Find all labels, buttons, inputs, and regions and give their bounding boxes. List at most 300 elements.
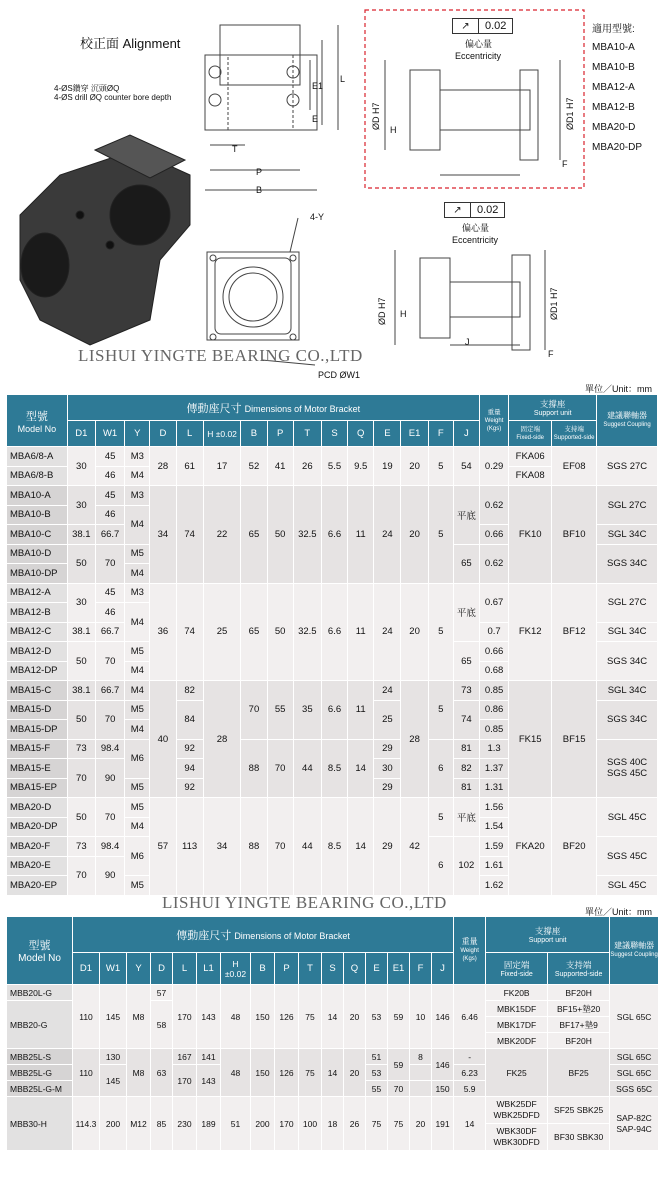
supported-side-cell: BF30 SBK30 [548,1124,610,1151]
cell: 50 [67,544,95,583]
cell: M8 [127,985,151,1049]
cell: M4 [125,661,150,681]
highlight-frame [365,10,584,188]
front-view-square [207,218,315,365]
cell: M4 [125,603,150,642]
model-cell: MBA20-F [7,837,68,857]
model-cell: MBA20-DP [7,817,68,837]
cell: 88 [241,798,267,896]
cell: SGS 34C [597,642,658,681]
cell: 1.59 [479,837,508,857]
cell: 59 [388,1049,410,1081]
model-cell: MBA6/8-B [7,466,68,486]
eccentricity-en-2: Eccentricity [452,235,499,245]
cell: 150 [432,1081,454,1097]
table-row [7,486,658,506]
cell: 73 [453,681,479,701]
model-cell: MBB20L-G [7,985,73,1001]
cell: M4 [125,564,150,584]
cell: 24 [374,681,401,701]
header-model: 型號 Model No [7,917,73,985]
cell: 74 [453,700,479,739]
model-cell: MBA10-C [7,525,68,545]
cell: 0.85 [479,681,508,701]
col-q: Q [344,953,366,985]
cell: 82 [453,759,479,779]
pcd-label: PCD ØW1 [318,370,361,380]
cell: BF15 [552,681,597,798]
cell: 34 [150,486,176,584]
cell: 0.66 [479,525,508,545]
cell: 189 [197,1097,221,1151]
table-row [7,798,658,818]
dim-j-2: J [465,337,470,347]
cell: 65 [453,544,479,583]
coupling-cell: SAP-82C SAP-94C [610,1097,659,1151]
cell: SGL 45C [597,876,658,896]
cell: M4 [125,681,150,701]
col-b: B [241,421,267,447]
cell: 1.31 [479,778,508,798]
cell: 75 [299,1049,322,1097]
cell: 45 [95,486,124,506]
cell: M4 [125,505,150,544]
table-row [7,447,658,467]
cell: 66.7 [95,622,124,642]
cell: 29 [374,778,401,798]
col-l1: L1 [197,953,221,985]
cell: 0.66 [479,642,508,662]
cell: M4 [125,466,150,486]
col-y: Y [125,421,150,447]
model-cell: MBA15-DP [7,720,68,740]
cell: 平底 [453,486,479,545]
cell: 11 [348,486,374,584]
cell: M6 [125,837,150,876]
cell: 6.23 [454,1065,486,1081]
hole-label: 4-Y [310,212,325,222]
col-supported-side: 支持端 Supported-side [548,953,610,985]
col-e: E [374,421,401,447]
cell: 38.1 [67,622,95,642]
cell: 113 [176,798,203,896]
dim-f-2: F [548,349,554,359]
motor-bracket-table-mba [6,394,658,896]
cell: 94 [176,759,203,779]
dim-d1-h7-2: ØD1 H7 [549,287,559,320]
cell: 38.1 [67,681,95,701]
dim-d-h7-1: ØD H7 [371,102,381,130]
cell: M3 [125,583,150,603]
dim-h-1: H [390,125,397,135]
cell: M4 [125,720,150,740]
cell: 14 [454,1097,486,1151]
model-cell: MBA12-A [7,583,68,603]
cell: 0.85 [479,720,508,740]
cell: M5 [125,700,150,720]
cell: 73 [67,837,95,857]
cell: 24 [374,583,401,681]
cell: SGS 45C [597,837,658,876]
cell: 82 [176,681,203,701]
cell: 230 [173,1097,197,1151]
supported-side-cell: BF17+墊9 [548,1017,610,1033]
eccentricity-zh-2: 偏心量 [462,223,490,233]
cell: 22 [203,486,241,584]
fixed-side-cell: FK20B [486,985,548,1001]
fixed-side-cell: WBK30DF WBK30DFD [486,1124,548,1151]
cell: 70 [388,1081,410,1097]
table-row [7,583,658,603]
cell: 170 [173,1065,197,1097]
col-d: D [150,421,176,447]
cell: 14 [348,798,374,896]
cell: 98.4 [95,837,124,857]
coupling-cell: SGL 65C [610,1065,659,1081]
cell: 8.5 [321,739,347,798]
supported-side-cell: BF15+墊20 [548,1001,610,1017]
fixed-side-cell: FK25 [486,1049,548,1097]
cell: 14 [322,1049,344,1097]
cell: 1.3 [479,739,508,759]
cell: 28 [401,681,428,798]
cell: 20 [401,447,428,486]
model-cell: MBA12-DP [7,661,68,681]
cell: 191 [432,1097,454,1151]
column-header-row [7,421,658,447]
model-cell: MBA15-E [7,759,68,779]
cell: SGL 34C [597,525,658,545]
model-cell: MBA12-C [7,622,68,642]
cell: 150 [251,1049,275,1097]
drill-note-zh: 4-ØS鑽穿 沉頭ØQ [54,84,120,93]
cell: 平底 [453,583,479,642]
eccentricity-zh-1: 偏心量 [465,39,493,49]
cell: 146 [432,985,454,1049]
supported-side-cell: BF20H [548,985,610,1001]
dim-t: T [232,144,238,154]
cell: EF08 [552,447,597,486]
cell: M5 [125,544,150,564]
technical-drawings [0,0,664,380]
cell: 110 [73,985,100,1049]
cell: SGS 40C SGS 45C [597,739,658,798]
dim-d-h7-2: ØD H7 [377,297,387,325]
cell: 90 [95,759,124,798]
cell: 74 [176,486,203,584]
cell [410,1081,432,1097]
cell: 167 [173,1049,197,1065]
dim-e1: E1 [312,81,324,91]
model-cell: MBA20-D [7,798,68,818]
cell: 29 [374,739,401,759]
cell: 66.7 [95,681,124,701]
cell: 50 [67,642,95,681]
cell: 88 [241,739,267,798]
col-d: D [151,953,173,985]
model-cell: MBA12-D [7,642,68,662]
table1-body [7,447,658,896]
cell: 40 [150,681,176,798]
cell: 61 [176,447,203,486]
cell: BF12 [552,583,597,681]
header-dimensions: 傳動座尺寸 Dimensions of Motor Bracket [67,395,479,421]
col-p: P [275,953,299,985]
coupling-cell: SGL 65C [610,1049,659,1065]
cell: 70 [95,544,124,583]
cell: 100 [299,1097,322,1151]
cell: 110 [73,1049,100,1097]
col-s: S [322,953,344,985]
col-y: Y [127,953,151,985]
cell: 50 [67,700,95,739]
applicable-model: MBA10-B [592,62,635,73]
model-cell: MBB20-G [7,1001,73,1049]
model-cell: MBA10-A [7,486,68,506]
cell: 35 [293,681,321,740]
cell: 46 [95,603,124,623]
cell: 57 [150,798,176,896]
eccentricity-box-2: ↗ 0.02 [444,202,505,218]
coupling-cell: SGS 65C [610,1081,659,1097]
col-d1: D1 [73,953,100,985]
cell: FK15 [509,681,552,798]
company-watermark: LISHUI YINGTE BEARING CO.,LTD [78,346,363,365]
cell: 52 [241,447,267,486]
header-coupling: 建議聯軸器 Suggest Coupling [610,917,659,985]
unit-label-2: 單位／Unit：mm [585,907,652,917]
cell: 26 [293,447,321,486]
cell: 48 [221,1049,251,1097]
alignment-label: 校正面 Alignment [80,36,181,51]
col-d1: D1 [67,421,95,447]
cell: 45 [95,447,124,467]
cell: 53 [366,985,388,1049]
dim-h-2: H [400,309,407,319]
cell: 102 [453,837,479,896]
cell: 75 [388,1097,410,1151]
cell: FKA06 [509,447,552,467]
cell: 0.62 [479,486,508,525]
cell: 146 [432,1049,454,1081]
cell: 5 [428,798,453,837]
cell: 14 [322,985,344,1049]
cell: 50 [267,486,293,584]
cell: M5 [125,778,150,798]
cell: 0.68 [479,661,508,681]
cell: M5 [125,642,150,662]
cell: 126 [275,985,299,1049]
applicable-model: MBA12-B [592,102,635,113]
cell: 65 [453,642,479,681]
cell: SGS 34C [597,700,658,739]
runout-icon: ↗ [453,19,479,33]
col-e1: E1 [401,421,428,447]
cell: 11 [348,681,374,740]
cell: 70 [95,798,124,837]
cell: 44 [293,739,321,798]
cell: FK10 [509,486,552,584]
cell: M12 [127,1097,151,1151]
cell: 84 [176,700,203,739]
cell: 41 [267,447,293,486]
cell: 30 [374,759,401,779]
cell: 5.9 [454,1081,486,1097]
cell: SGL 27C [597,583,658,622]
supported-side-cell: SF25 SBK25 [548,1097,610,1124]
col-fixed-side: 固定端 Fixed-side [509,421,552,447]
cell: BF10 [552,486,597,584]
cell: 114.3 [73,1097,100,1151]
table-row [7,681,658,701]
cell: 34 [203,798,241,896]
table2-body [7,985,659,1151]
cell: FK12 [509,583,552,681]
col-t: T [299,953,322,985]
applicable-model: MBA10-A [592,42,635,53]
fixed-side-cell: MBK17DF [486,1017,548,1033]
cell: 6.46 [454,985,486,1049]
cell: 81 [453,778,479,798]
header-weight: 重量 Weight (Kgs) [454,917,486,985]
cell: 75 [299,985,322,1049]
cell: 46 [95,466,124,486]
cell: 1.56 [479,798,508,818]
header-support: 支撐座 Support unit [486,917,610,953]
cell: 1.37 [479,759,508,779]
model-cell: MBA10-D [7,544,68,564]
cell: 28 [203,681,241,798]
model-cell: MBA10-DP [7,564,68,584]
cell: 50 [267,583,293,681]
cell: 30 [67,447,95,486]
cell: 5 [428,681,453,740]
col-f: F [410,953,432,985]
cell: 1.62 [479,876,508,896]
col-supported-side: 支持端 Supported-side [552,421,597,447]
cell: 143 [197,985,221,1049]
cell [410,1065,432,1081]
cell: 0.86 [479,700,508,720]
applicable-model: MBA20-DP [592,142,643,153]
cell: 24 [374,486,401,584]
cell: M8 [127,1049,151,1097]
cell: M4 [125,817,150,837]
drill-note-en: 4-ØS drill ØQ counter bore depth [54,93,172,102]
cell: 1.54 [479,817,508,837]
header-model: 型號 Model No [7,395,68,447]
cell: 0.7 [479,622,508,642]
cell: 73 [67,739,95,759]
dim-f-1: F [562,159,568,169]
cell: 85 [151,1097,173,1151]
applicable-title: 適用型號: [592,24,635,35]
eccentricity-en-1: Eccentricity [455,51,502,61]
model-cell: MBB30-H [7,1097,73,1151]
cell: - [454,1049,486,1065]
col-w1: W1 [100,953,127,985]
cell: 26 [344,1097,366,1151]
cell: 50 [67,798,95,837]
cell: 48 [221,985,251,1049]
model-cell: MBA15-C [7,681,68,701]
col-q: Q [348,421,374,447]
cell: 90 [95,856,124,895]
col-s: S [321,421,347,447]
cell: 6.6 [321,486,347,584]
eccentricity-box-1: ↗ 0.02 [452,18,513,34]
cell: 10 [410,985,432,1049]
cell: 28 [150,447,176,486]
cell: 0.62 [479,544,508,583]
cell: 65 [241,486,267,584]
cell: 92 [176,739,203,759]
cell: 5 [428,486,453,584]
cell: 0.29 [479,447,508,486]
drawing-lines [0,0,664,380]
cell: 46 [95,505,124,525]
cell: 143 [197,1065,221,1097]
col-j: J [453,421,479,447]
model-cell: MBB25L-G [7,1065,73,1081]
header-support: 支撐座 Support unit [509,395,597,421]
col-j: J [432,953,454,985]
cell: 70 [267,798,293,896]
cell: 70 [67,759,95,798]
cell: 25 [374,700,401,739]
cell: 30 [67,486,95,525]
cell: 145 [100,985,127,1049]
cell: 20 [344,985,366,1049]
cell: FKA20 [509,798,552,896]
cell: 18 [322,1097,344,1151]
cell: M6 [125,739,150,778]
col-w1: W1 [95,421,124,447]
cell: 38.1 [67,525,95,545]
cell: 45 [95,583,124,603]
cell: 20 [410,1097,432,1151]
col-h: H ±0.02 [203,421,241,447]
unit-label-1: 單位／Unit：mm [585,384,652,394]
header-weight: 重量 Weight (Kgs) [479,395,508,447]
col-p: P [267,421,293,447]
cell: 54 [453,447,479,486]
header-coupling: 建議聯軸器 Suggest Coupling [597,395,658,447]
model-cell: MBB25L-S [7,1049,73,1065]
coupling-cell: SGL 65C [610,985,659,1049]
cell: 63 [151,1049,173,1097]
col-l: L [173,953,197,985]
cell: M5 [125,876,150,896]
cell: 70 [267,739,293,798]
cell: 92 [176,778,203,798]
dim-b: B [256,185,263,195]
cell: 145 [100,1065,127,1097]
cell: 200 [100,1097,127,1151]
cell: FKA08 [509,466,552,486]
cell: 70 [95,642,124,681]
col-e: E [366,953,388,985]
cell: 126 [275,1049,299,1097]
fixed-side-cell: MBK20DF [486,1033,548,1049]
model-cell: MBA6/8-A [7,447,68,467]
cell: 55 [366,1081,388,1097]
cell: 5.5 [321,447,347,486]
dim-l: L [340,74,346,84]
cell: 170 [173,985,197,1049]
fixed-side-cell: MBK15DF [486,1001,548,1017]
cell: 0.67 [479,583,508,622]
